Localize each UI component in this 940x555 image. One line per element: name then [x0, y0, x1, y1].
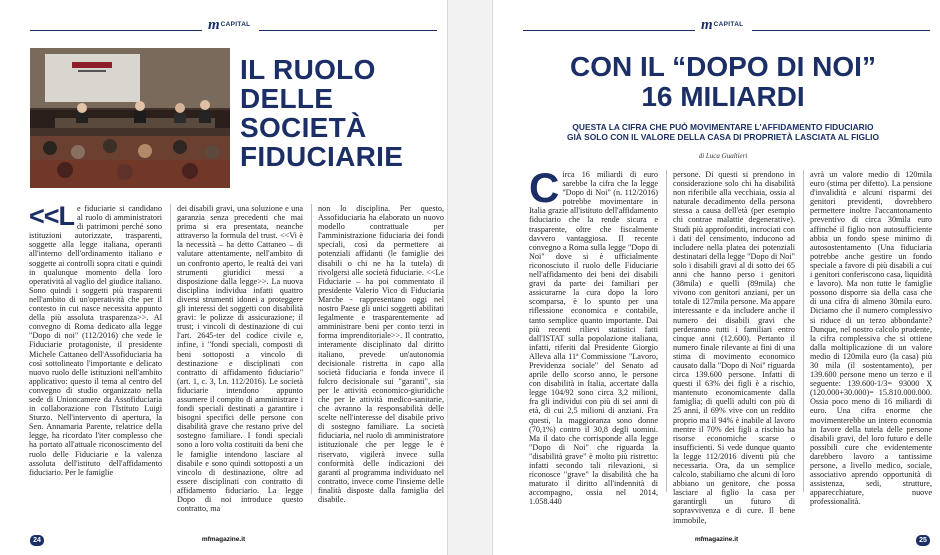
drop-cap: C: [529, 164, 560, 211]
page-footer: [493, 535, 940, 547]
capital-logo: [701, 18, 743, 32]
subhead-line: GIÀ SOLO CON IL VALORE DELLA CASA DI PROPRIETÀ LASCIATA AL FIGLIO: [566, 132, 880, 142]
subhead-line: QUESTA LA CIFRA CHE PUÒ MOVIMENTARE L'AFFIDAMENTO FIDUCIARIO: [572, 122, 874, 132]
article-body: [29, 201, 445, 514]
byline: di Luca Gualtieri: [698, 152, 748, 160]
text-column: [170, 204, 303, 514]
page-footer: [0, 535, 447, 547]
right-page: [492, 0, 940, 555]
logo-word: CAPITAL: [220, 21, 251, 28]
logo-mark: m: [208, 17, 220, 33]
logo-word: CAPITAL: [713, 21, 744, 28]
text-column: [311, 204, 444, 504]
page-number: 25: [916, 535, 930, 546]
text-column: [29, 201, 162, 494]
column-text: persone. Di questi si prendono in considerazione solo chi ha disabilità non riferibile alla vecchiaia, ossia al naturale decadimento della persona stessa a causa dell'età (per esempio chi contrae malattie degenerative). Studi più approfonditi, incrociati con i dati del censimento, inducono ad includere nella platea dei potenziali destinatari della legge "Dopo di Noi" solo i disabili gravi al di sotto dei 65 anni che hanno perso i genitori (38mila) e quelli (89mila) che vivono con genitori anziani, per un totale di 127mila persone. Ma appare interessante e da includere anche il numero dei disabili gravi che perderanno tutti i familiari entro cinque anni (12.600). Pertanto il numero finale rilevante ai fini di una stima di movimento economico causato dalla "Dopo di Noi" riguarda circa 139.600 persone. Infatti di questi il 63% dei figli è a rischio, mantenuto economicamente dalla famiglia; di quelli adulti con più di 25 anni, il 69% vive con un reddito proprio ma il 94% è inabile al lavoro mentre il 70% dei figli a rischio ha risorse economiche scarse o insufficienti. Si vede dunque quanto la legge 112/2016 diventi più che necessaria. Ora, da un semplice calcolo, stabiliamo che alcuni di loro abbiano un genitore, che possa lasciare al figlio la casa per garantirgli un futuro di sopravvivenza e di cure. Il bene immobile,: [673, 170, 795, 525]
logo-mark: m: [701, 17, 713, 33]
quote-drop-mark: <<L: [29, 201, 75, 231]
header-rule: [523, 30, 695, 31]
header-rule: [30, 30, 202, 31]
headline-line: 16 MILIARDI: [641, 81, 805, 112]
article-body: [529, 164, 933, 525]
column-text: irca 16 miliardi di euro sarebbe la cifra che la legge "Dopo di Noi" (n. 112/2016) potrebbe movimentare in Italia grazie all'istituto dell'affidamento fiduciario che la rende sicura e trasparente, oltre che fiscalmente davvero vantaggiosa. Il recente convegno a Roma sulla legge "Dopo di Noi" dove si è ufficialmente riconosciuto il ruolo delle Fiduciarie nell'affidamento dei beni dei disabili gravi da parte dei familiari per assicurarne la cura dopo la loro scomparsa, è lo spunto per una riflessione economica e contabile, tanto semplice quanto importante. Dai più recenti rilievi statistici fatti dall'ISTAT sulla popolazione italiana, infatti, riferiti dal Presidente Giorgio Alleva alla 11ª Commissione "Lavoro, Previdenza sociale" del Senato ad aprile dello scorso anno, le persone con disabilità in Italia, accertate dalla legge 104/92 sono circa 3,2 milioni, fra gli individui con più di sei anni di età, di cui 2,5 milioni di anziani. Fra questi, la maggioranza sono donne (70,1%) contro il 30,8 degli uomini. Ma il dato che corrisponde alla legge "Dopo di Noi" che riguarda la "disabilità grave" è molto più ristretto: infatti secondo tali rilevazioni, si riconosce "grave" la disabilità che ha maturato il diritto all'indennità di accompagno, ossia nel 2014, 1.058.440: [529, 170, 658, 507]
column-text: dei disabili gravi, una soluzione e una garanzia senza precedenti che mai prima si era presentata, neanche attraverso la formula del trust. <<Vi è la necessità – ha detto Cattaneo – di valutare attentamente, nell'ambito di un confronto aperto, le realtà dei vari strumenti giuridici messi a disposizione dalla legge>>. La nuova disciplina individua infatti quattro diversi strumenti idonei a proteggere gli interessi dei soggetti con disabilità gravi: le polizze di assicurazione; il trust; i vincoli di destinazione di cui l'art. 2645-ter del codice civile e, infine, i "fondi speciali, composti di beni sottoposti a vincolo di destinazione e disciplinati con contratto di affidamento fiduciario" (art. 1, c. 3, l.n. 112/2016). Le società fiduciarie intendono appunto assumere il compito di amministrare i fondi speciali destinati a garantire i bisogni specifici delle persone con disabilità grave che restano prive del sostegno familiare. I fondi speciali sono a loro volta costituiti da beni che le famiglie intendono lasciare al disabile e sono quindi sottoposti a un vincolo di destinazione, oltre ad essere disciplinati con contratto di affidamento fiduciario. La legge Dopo di noi introduce questo contratto, ma: [177, 204, 303, 514]
headline-line: CON IL “DOPO DI NOI”: [570, 51, 876, 82]
header-rule: [752, 30, 930, 31]
left-page: [0, 0, 448, 555]
footer-site: mfmagazine.it: [694, 536, 739, 543]
header-rule: [259, 30, 437, 31]
column-text: non lo disciplina. Per questo, Assofiduciaria ha elaborato un nuovo modello contrattuale per l'amministrazione fiduciaria dei fondi speciali, così da permettere ai potenziali affidanti (le famiglie dei disabili o chi ne ha la tutela) di rivolgersi alle società fiduciarie. <<Le Fiduciarie – ha poi commentato il presidente Valerio Vico di Fiduciaria Marche - rappresentano oggi nel nostro Paese gli unici soggetti abilitati legalmente e trasparentemente ad amministrare beni per conto terzi in forma imprenditoriale>>. Il contratto, interamente disciplinato dal diritto italiano, prevede un'autonomia decisionale ristretta in capo alla società fiduciaria e fonda invece il fulcro decisionale sui "garanti", sia per le attività economico-giuridiche che per le attività medico-sanitarie, che avranno la responsabilità delle scelte nell'interesse del disabile privo di sostegno familiare. La società fiduciaria, nel ruolo di amministratore istituzionale che per legge le è riservato, vigilerà invece sulla conformità delle indicazioni dei garanti al programma individuato nel contratto, invece come l'insieme delle finalità disposte dalla famiglia del disabile.: [318, 204, 444, 504]
conference-photo: [30, 48, 230, 188]
footer-site: mfmagazine.it: [201, 536, 246, 543]
page-header: [30, 18, 437, 34]
text-column: [666, 170, 795, 525]
column-text: avrà un valore medio di 120mila euro (stima per difetto). La pensione d'invalidità e alcuni risparmi dei genitori previdenti, dovrebbero permettere inoltre l'accantonamento preventivo di circa 30mila euro affinché il figlio non autosufficiente abbia un fondo spese minimo di autosostentamento (Una fiduciaria potrebbe anche gestire un fondo speciale a favore di più disabili a cui i genitori conferiscono casa, liquidità e lavoro). Ma non tutte le famiglie possono disporre sia della casa che di una cifra di almeno 30mila euro. Diciamo che il numero complessivo si riduce di un terzo abbondante? Dunque, nel nostro calcolo prudente, la cifra complessiva che si ottiene dalla moltiplicazione di un valore medio di 120mila euro (la casa) più 30 mila (il sostentamento), per 139.600 persone meno un terzo e il seguente: 139.600-1/3= 93000 X (120.000+30.000)= 15.810.000.000. Ossia poco meno di 16 miliardi di euro. Una cifra enorme che movimenterebbe un intero economia in favore della tutela delle persone disabili gravi, del loro futuro e delle possibili cure che evidentemente darebbero lavoro a tantissime persone, a livello medico, sociale, associativo aprendo opportunità di assistenza, sedi, strutture, apparecchiature, nuove professionalità.: [810, 170, 932, 507]
article-subhead: [523, 122, 923, 142]
article-headline: [533, 52, 913, 112]
text-column: [803, 170, 932, 507]
text-column: [529, 164, 658, 507]
article-headline: IL RUOLO DELLE SOCIETÀ FIDUCIARIE: [240, 54, 404, 172]
capital-logo: [208, 18, 250, 32]
conference-photo-image: [30, 48, 230, 188]
page-header: [523, 18, 930, 34]
column-text: e fiduciarie si candidano al ruolo di amministratori di patrimoni perché sono istituzioni autorizzate, trasparenti, soggette alla legge italiana, operanti all'interno dell'ordinamento italiano e soggette ai controlli sopra citati e quindi in qualunque momento della loro operatività al vaglio del giudice italiano. Sono quindi i soggetti più trasparenti nell'ambito di un'operatività che per il contesto in cui nasce necessita appunto della più assoluta trasparenza>>. Al convegno di Roma dedicato alla legge "Dopo di noi" (112/2016) che vede le Fiduciarie protagoniste, il presidente Michele Cattaneo dell'Assofiduciaria ha così sottolineato l'importante e delicato nuovo ruolo delle istituzioni nell'ambito applicativo: questo il tema al centro del convegno di studio organizzato nella sede di Unioncamere da Assofiduciaria in collaborazione con l'Istituto Luigi Sturzo. Nell'intervento di apertura, la Sen. Annamaria Parente, relatrice della legge, ha ricordato l'iter complesso che ha portato all'attuale riconoscimento del ruolo delle Fiduciarie e la valenza assoluta dell'istituto dell'affidamento fiduciario. Per le famiglie: [29, 204, 162, 477]
page-number: 24: [30, 535, 44, 546]
